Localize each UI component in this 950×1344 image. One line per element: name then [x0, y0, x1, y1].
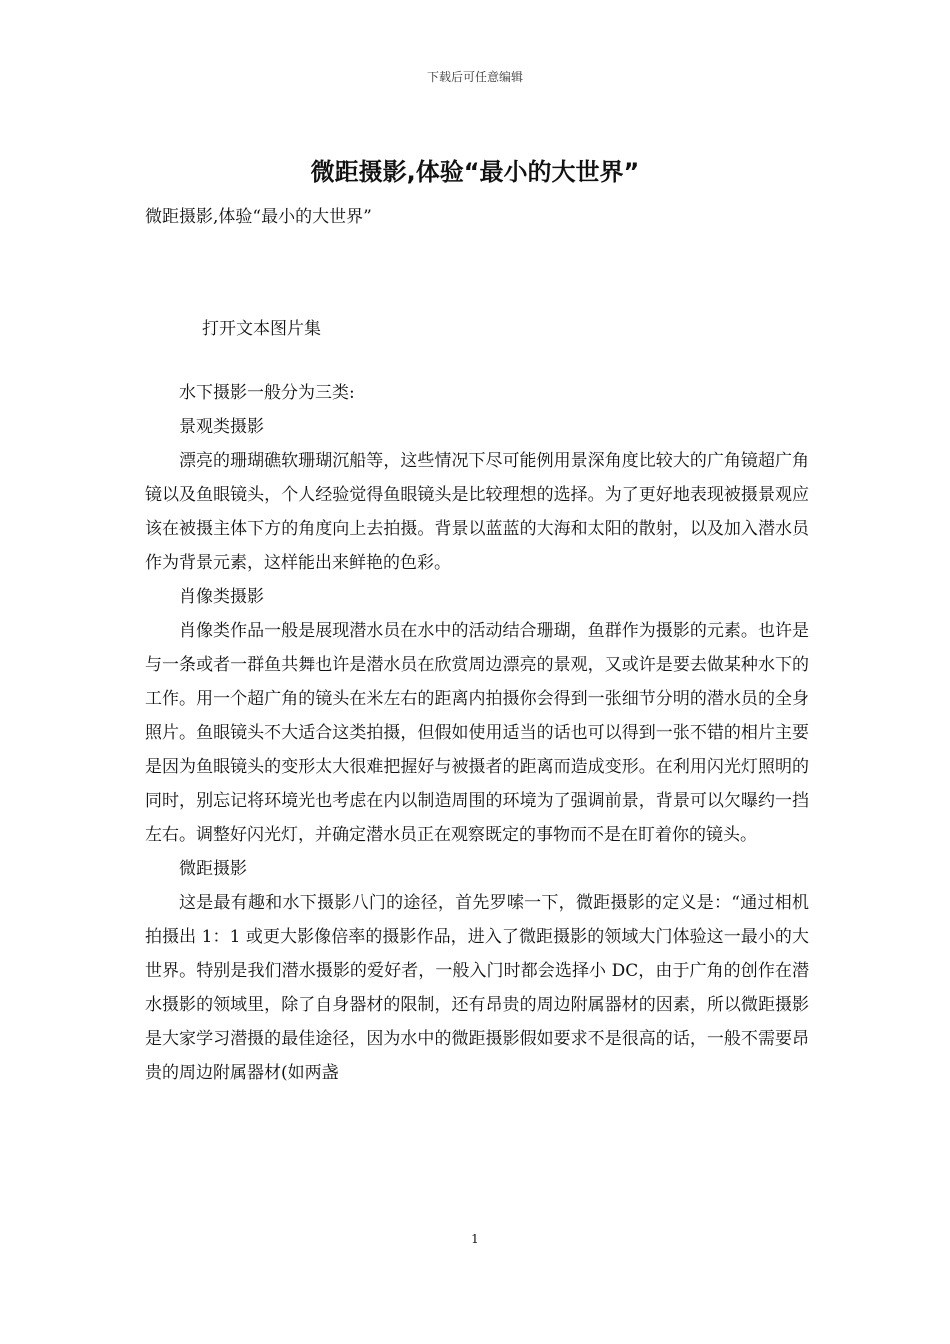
- section-heading-macro: 微距摄影: [179, 859, 247, 879]
- section-heading-portrait: 肖像类摄影: [179, 587, 264, 607]
- document-title: 微距摄影,体验“最小的大世界”: [310, 158, 640, 186]
- page-header-note: 下载后可任意编辑: [426, 70, 523, 84]
- document-body: [145, 376, 809, 1090]
- paragraph-landscape: 漂亮的珊瑚礁软珊瑚沉船等，这些情况下尽可能例用景深角度比较大的广角镜超广角镜以及鱼眼镜头，个人经验觉得鱼眼镜头是比较理想的选择。为了更好地表现被摄景观应该在被摄主体下方的角度向上去拍摄。背景以蓝蓝的大海和太阳的散射，以及加入潜水员作为背景元素，这样能出来鲜艳的色彩。: [145, 451, 809, 573]
- paragraph-portrait: 肖像类作品一般是展现潜水员在水中的活动结合珊瑚，鱼群作为摄影的元素。也许是与一条或者一群鱼共舞也许是潜水员在欣赏周边漂亮的景观，又或许是要去做某种水下的工作。用一个超广角的镜头在米左右的距离内拍摄你会得到一张细节分明的潜水员的全身照片。鱼眼镜头不大适合这类拍摄，但假如使用适当的话也可以得到一张不错的相片主要是因为鱼眼镜头的变形太大很难把握好与被摄者的距离而造成变形。在利用闪光灯照明的同时，别忘记将环境光也考虑在内以制造周围的环境为了强调前景，背景可以欠曝约一挡左右。调整好闪光灯，并确定潜水员正在观察既定的事物而不是在盯着你的镜头。: [145, 621, 809, 845]
- paragraph-intro: 水下摄影一般分为三类:: [179, 383, 355, 403]
- paragraph-macro: 这是最有趣和水下摄影八门的途径，首先罗嗦一下，微距摄影的定义是：“通过相机拍摄出 1：1 或更大影像倍率的摄影作品，进入了微距摄影的领域大门体验这一最小的大世界。特别是我们潜水摄影的爱好者，一般入门时都会选择小 DC，由于广角的创作在潜水摄影的领域里，除了自身器材的限制，还有昂贵的周边附属器材的因素，所以微距摄影是大家学习潜摄的最佳途径，因为水中的微距摄影假如要求不是很高的话，一般不需要昂贵的周边附属器材(如两盏: [145, 893, 809, 1083]
- page-number: 1: [471, 1232, 479, 1246]
- open-image-gallery-link[interactable]: 打开文本图片集: [202, 319, 321, 339]
- document-subtitle: 微距摄影,体验“最小的大世界”: [145, 207, 372, 227]
- section-heading-landscape: 景观类摄影: [179, 417, 264, 437]
